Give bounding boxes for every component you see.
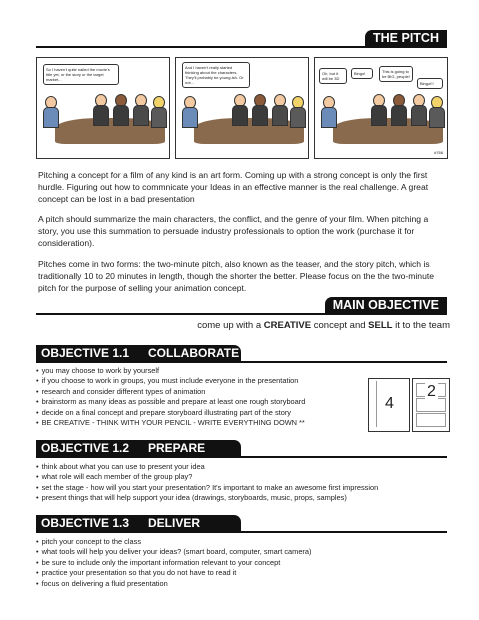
intro-paragraph-3: Pitches come in two forms: the two-minute pitch, also known as the teaser, and the story pitch, which is traditionally 10 to 20 minutes in length, though the shorter the better. Please focus on the the two-minute pitch for the purpose of selling your animation concept.	[38, 259, 435, 293]
thumbnail-number: 2	[427, 383, 436, 400]
person-figure	[252, 94, 266, 124]
list-item: • present things that will help support your idea (drawings, storyboards, music, props, samples)	[36, 493, 378, 503]
storyboard-thumbnail-right	[412, 378, 450, 432]
intro-paragraph-2: A pitch should summarize the main characters, the conflict, and the genre of your film. When pitching a story, you use this summation to persuade industry professionals to option the work (purchase it for consideration).	[38, 214, 429, 248]
person-figure	[321, 96, 335, 126]
objective-number: OBJECTIVE 1.3	[41, 516, 130, 530]
list-item: • think about what you can use to present your idea	[36, 462, 378, 472]
objective-name: DELIVER	[148, 516, 201, 530]
person-figure	[290, 96, 304, 126]
comic-panel-3	[314, 57, 448, 159]
comic-panel-2	[175, 57, 309, 159]
person-figure	[43, 96, 57, 126]
list-item: • research and consider different types of animation	[36, 387, 305, 397]
list-item: • be sure to include only the important information relevant to your concept	[36, 558, 311, 568]
person-figure	[133, 94, 147, 124]
storyboard-thumbnail-left	[368, 378, 410, 432]
speech-bubble: So I haven't quite nailed the movie's title yet, or the story or the target market...	[43, 64, 119, 85]
person-figure	[113, 94, 127, 124]
list-item: • focus on delivering a fluid presentation	[36, 579, 311, 589]
comic-strip	[36, 57, 447, 157]
person-figure	[93, 94, 107, 124]
person-figure	[272, 94, 286, 124]
objective-number: OBJECTIVE 1.1	[41, 346, 130, 360]
person-figure	[411, 94, 425, 124]
person-figure	[391, 94, 405, 124]
page-title: THE PITCH	[365, 30, 447, 47]
person-figure	[232, 94, 246, 124]
speech-bubble: And I haven't really started thinking about the characters. They'll probably be young-ish. Or not...	[182, 62, 250, 88]
person-figure	[151, 96, 165, 126]
speech-bubble: This is going to be BIG, people!	[379, 66, 413, 82]
objective-1-1-list	[36, 366, 305, 428]
speech-bubble: Bingo!	[351, 68, 373, 79]
list-item: • what role will each member of the group play?	[36, 472, 378, 482]
list-item: • if you choose to work in groups, you must include everyone in the presentation	[36, 376, 305, 386]
list-item: • you may choose to work by yourself	[36, 366, 305, 376]
objective-1-2-list	[36, 462, 378, 504]
objective-1-3-list	[36, 537, 311, 589]
list-item: • what tools will help you deliver your ideas? (smart board, computer, smart camera)	[36, 547, 311, 557]
list-item: • set the stage - how will you start your presentation? It's important to make an awesome first impression	[36, 483, 378, 493]
thumbnail-number: 4	[385, 395, 394, 412]
list-item: • practice your presentation so that you do not have to read it	[36, 568, 311, 578]
objective-name: COLLABORATE	[148, 346, 240, 360]
speech-bubble: Oh, but it will be 3D	[319, 68, 347, 84]
list-item: • brainstorm as many ideas as possible and prepare at least one rough storyboard	[36, 397, 305, 407]
objective-number: OBJECTIVE 1.2	[41, 441, 130, 455]
comic-panel-1	[36, 57, 170, 159]
main-objective-title: MAIN OBJECTIVE	[325, 297, 447, 314]
intro-paragraph-1: Pitching a concept for a film of any kind is an art form. Coming up with a strong concept is only the first hurdle. Figuring out how to commnicate your Ideas in an effective manner is the real challenge. A great concept can be lost in a bad presentation	[38, 170, 429, 204]
list-item: • decide on a final concept and prepare storyboard illustrating part of the story	[36, 408, 305, 418]
person-figure	[371, 94, 385, 124]
main-objective-statement: come up with a CREATIVE concept and SELL it to the team	[197, 320, 450, 331]
objective-name: PREPARE	[148, 441, 206, 455]
speech-bubble: Bingo!!!	[417, 78, 443, 89]
list-item: • BE CREATIVE - THINK WITH YOUR PENCIL - WRITE EVERYTHING DOWN **	[36, 418, 305, 428]
person-figure	[182, 96, 196, 126]
person-figure	[429, 96, 443, 126]
list-item: • pitch your concept to the class	[36, 537, 311, 547]
artist-signature: #766	[434, 150, 443, 155]
